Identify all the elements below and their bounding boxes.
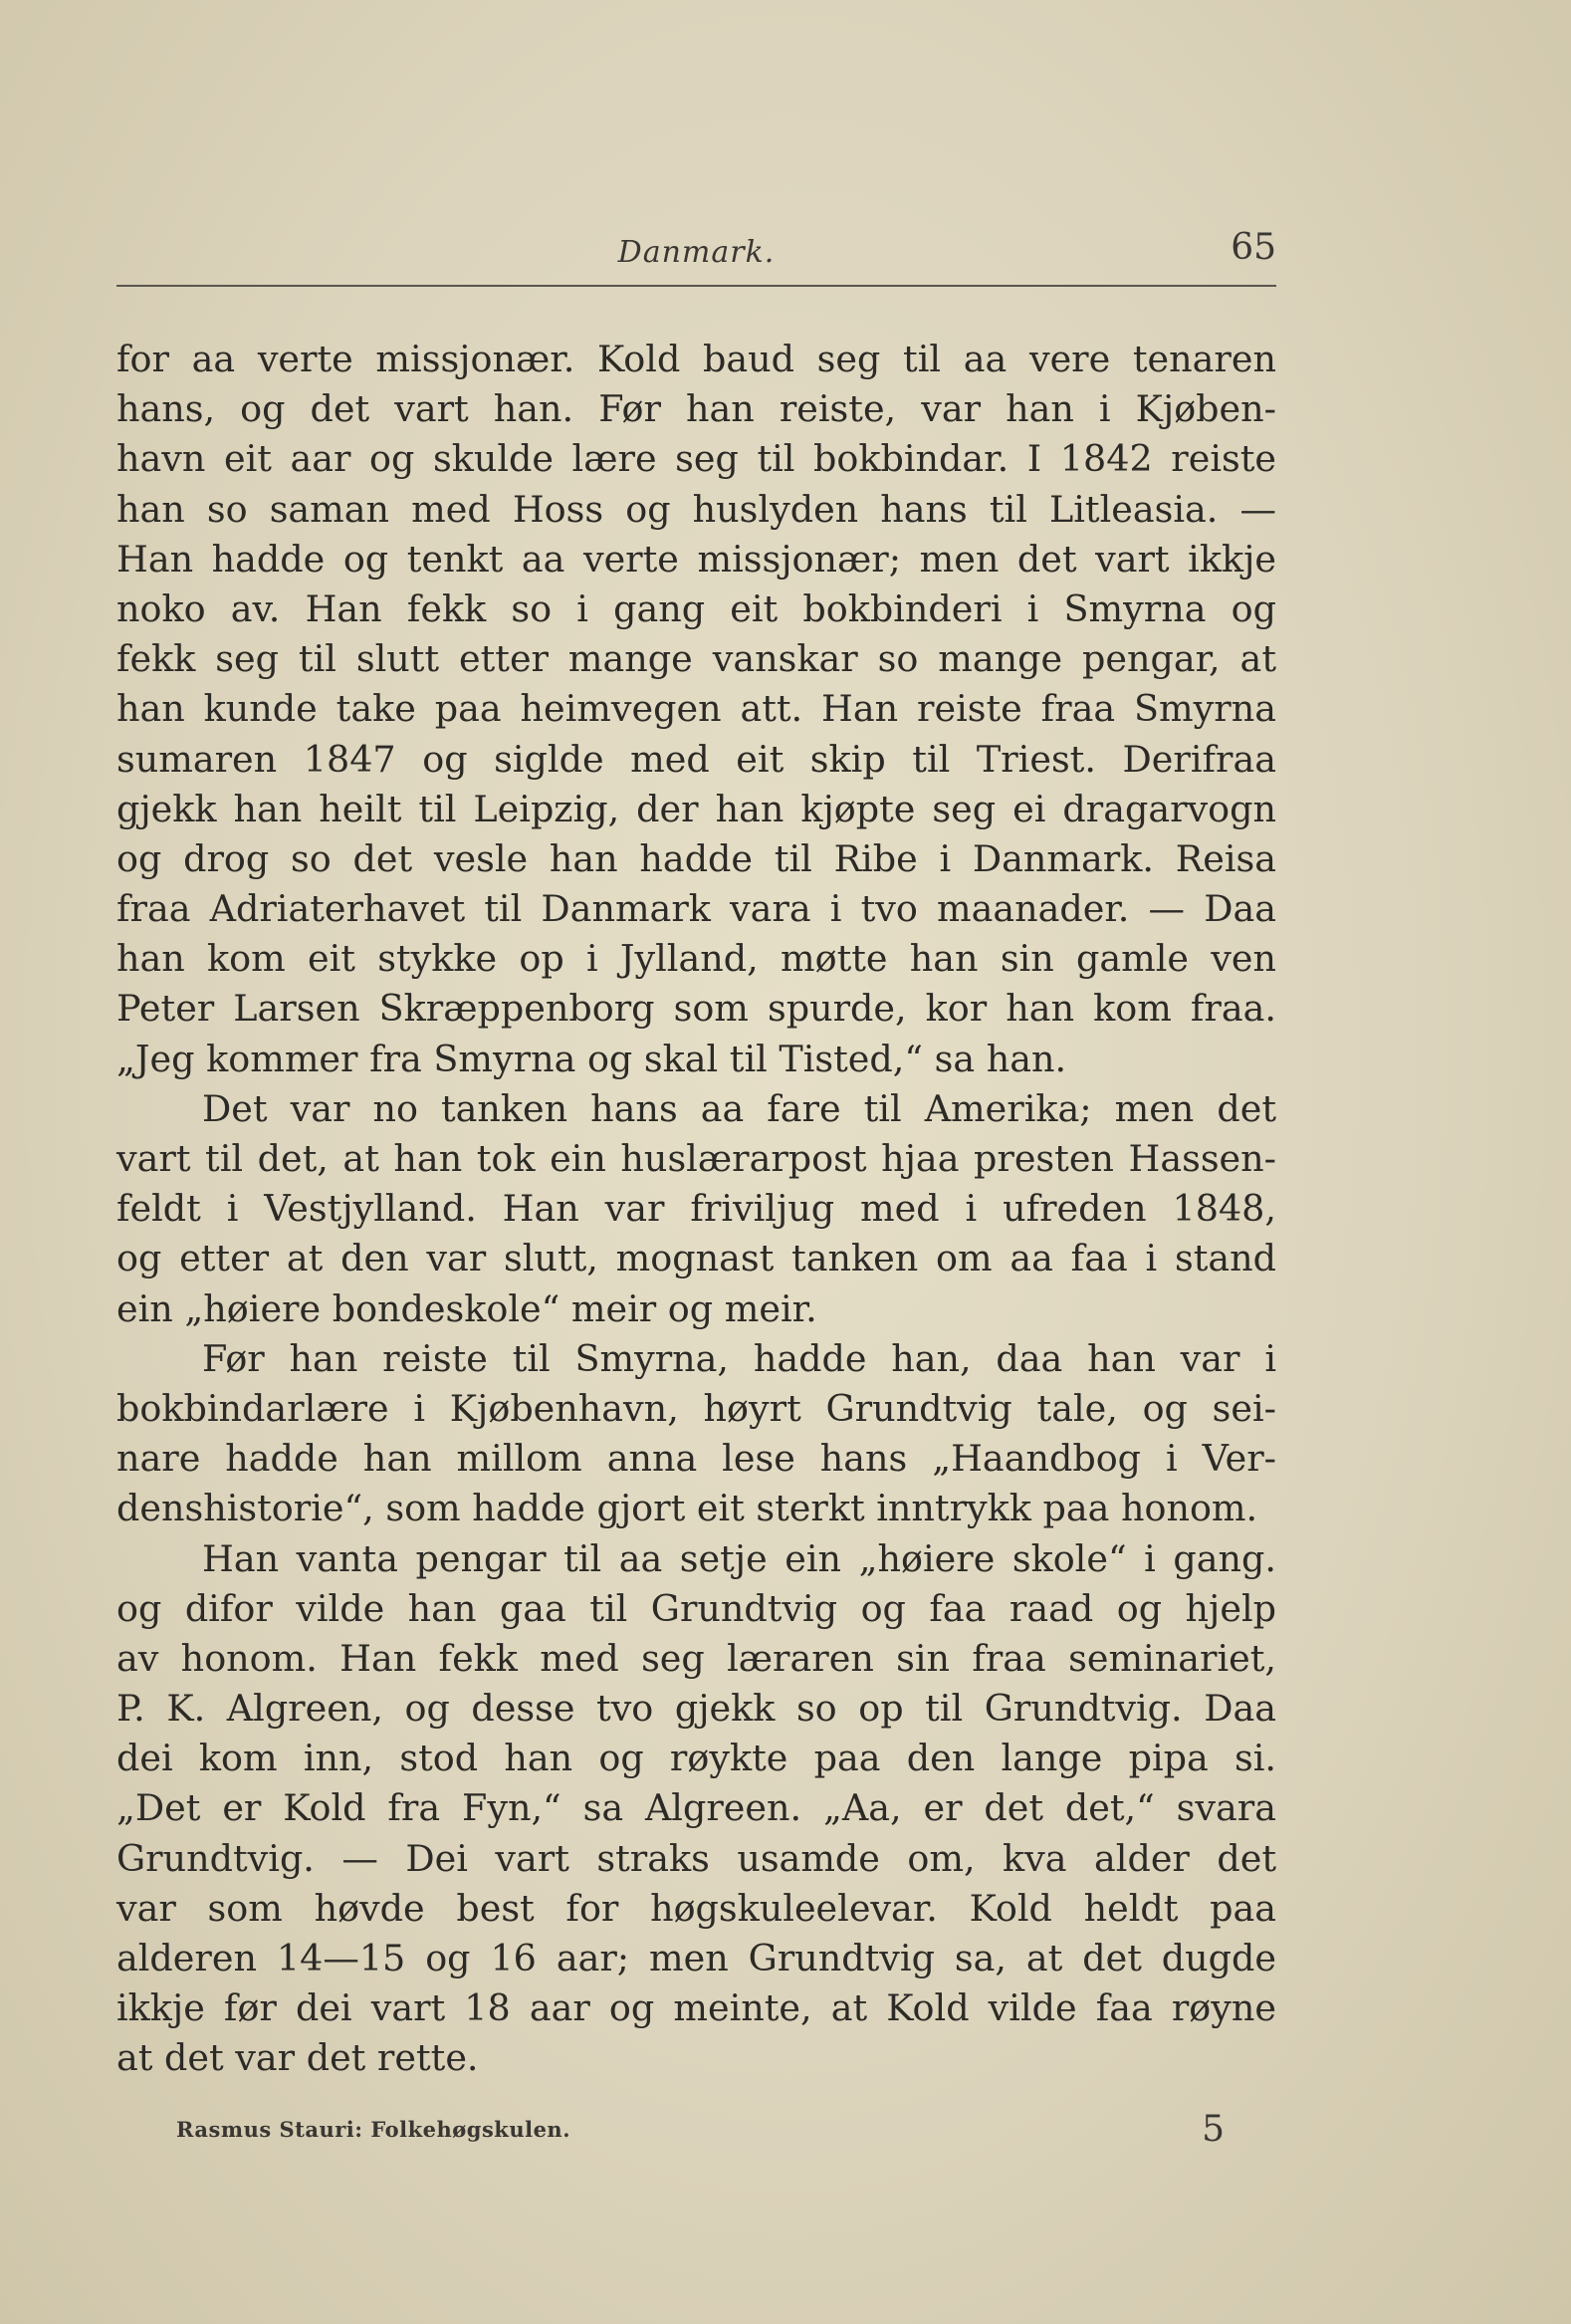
text-line: fraa Adriaterhavet til Danmark vara i tvo maanader. — Daa — [116, 887, 1276, 931]
text-line: feldt i Vestjylland. Han var friviljug med i ufreden 1848, — [116, 1187, 1276, 1231]
text-line: noko av. Han fekk so i gang eit bokbinderi i Smyrna og — [116, 586, 1276, 630]
text-line: Grundtvig. — Dei vart straks usamde om, kva alder det — [116, 1836, 1276, 1880]
text-line: var som høvde best for høgskuleelevar. Kold heldt paa — [116, 1886, 1276, 1930]
text-line: at det var det rette. — [116, 2036, 479, 2080]
footer-credit: Rasmus Stauri: Folkehøgskulen. — [176, 2117, 571, 2142]
text-line: for aa verte missjonær. Kold baud seg til aa vere tenaren — [116, 338, 1276, 380]
text-line: P. K. Algreen, og desse tvo gjekk so op til Grundtvig. Daa — [116, 1687, 1276, 1731]
text-line: og etter at den var slutt, mognast tanken om aa faa i stand — [116, 1237, 1276, 1280]
text-line: Det var no tanken hans aa fare til Amerika; men det — [202, 1086, 1276, 1130]
body-text — [116, 335, 1276, 2084]
text-line: han kunde take paa heimvegen att. Han reiste fraa Smyrna — [116, 687, 1276, 731]
text-line: av honom. Han fekk med seg læraren sin fraa seminariet, — [116, 1636, 1276, 1680]
text-line: ikkje før dei vart 18 aar og meinte, at Kold vilde faa røyne — [116, 1986, 1276, 2030]
text-line: fekk seg til slutt etter mange vanskar so mange pengar, at — [116, 637, 1276, 681]
text-line: og difor vilde han gaa til Grundtvig og faa raad og hjelp — [116, 1586, 1276, 1630]
text-line: gjekk han heilt til Leipzig, der han kjøpte seg ei dragarvogn — [116, 787, 1276, 830]
running-title: Danmark. — [617, 235, 776, 270]
text-line: alderen 14—15 og 16 aar; men Grundtvig sa, at det dugde — [116, 1937, 1276, 1979]
text-line: vart til det, at han tok ein huslærarpost hjaa presten Hassen- — [116, 1137, 1276, 1180]
text-line: og drog so det vesle han hadde til Ribe i Danmark. Reisa — [116, 836, 1276, 880]
text-line: hans, og det vart han. Før han reiste, var han i Kjøben- — [116, 387, 1276, 431]
text-line: „Jeg kommer fra Smyrna og skal til Tisted,“ sa han. — [116, 1037, 1067, 1080]
signature-mark: 5 — [1202, 2109, 1225, 2150]
text-line: dei kom inn, stod han og røykte paa den lange pipa si. — [116, 1737, 1276, 1780]
page-footer — [116, 2109, 1276, 2149]
text-line: bokbindarlære i Kjøbenhavn, høyrt Grundtvig tale, og sei- — [116, 1386, 1276, 1430]
text-line: Han hadde og tenkt aa verte missjonær; men det vart ikkje — [116, 537, 1276, 581]
text-line: Han vanta pengar til aa setje ein „høiere skole“ i gang. — [202, 1536, 1276, 1580]
text-line: „Det er Kold fra Fyn,“ sa Algreen. „Aa, er det det,“ svara — [116, 1786, 1276, 1830]
text-line: han kom eit stykke op i Jylland, møtte han sin gamle ven — [116, 937, 1276, 981]
page-number: 65 — [1231, 227, 1276, 268]
text-line: han so saman med Hoss og huslyden hans til Litleasia. — — [116, 487, 1276, 531]
page-header — [116, 227, 1276, 287]
text-line: Peter Larsen Skræppenborg som spurde, kor han kom fraa. — [116, 987, 1276, 1031]
text-line: denshistorie“, som hadde gjort eit sterkt inntrykk paa honom. — [116, 1487, 1258, 1530]
text-line: nare hadde han millom anna lese hans „Haandbog i Ver- — [116, 1437, 1276, 1481]
header-rule — [116, 285, 1276, 287]
text-line: Før han reiste til Smyrna, hadde han, daa han var i — [202, 1336, 1276, 1380]
text-line: havn eit aar og skulde lære seg til bokbindar. I 1842 reiste — [116, 437, 1276, 481]
text-line: ein „høiere bondeskole“ meir og meir. — [116, 1286, 817, 1330]
text-line: sumaren 1847 og siglde med eit skip til Triest. Derifraa — [116, 737, 1276, 781]
